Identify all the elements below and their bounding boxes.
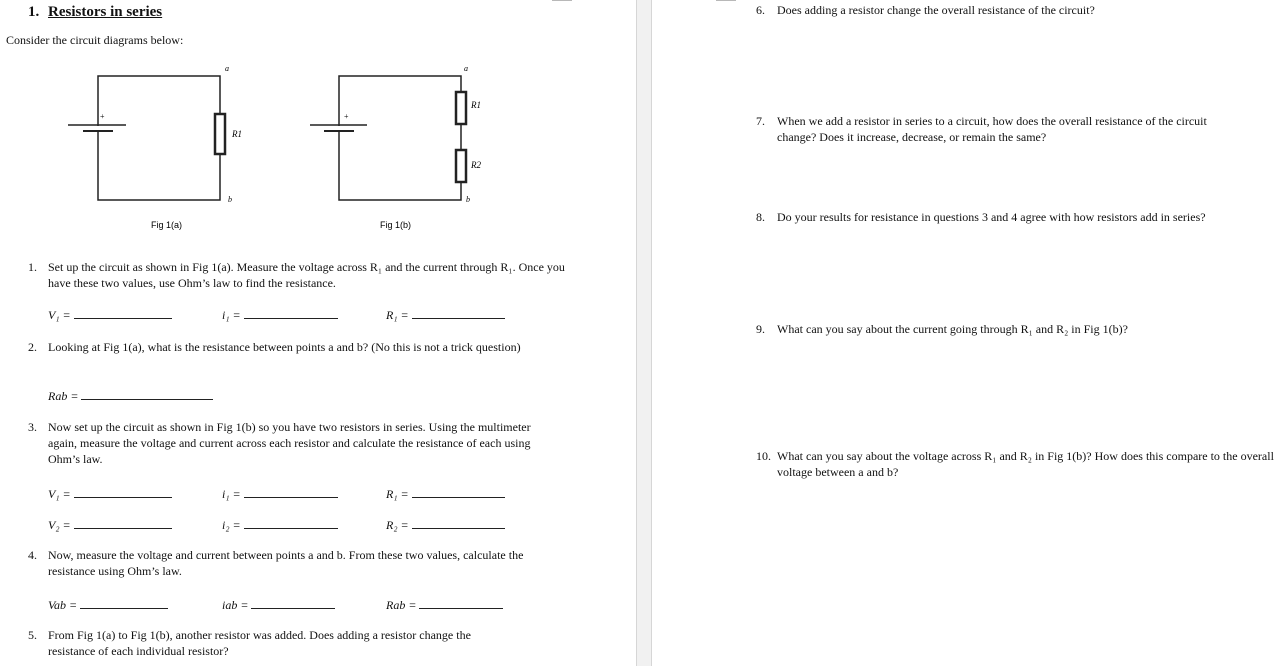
answer-q3-r1-blank[interactable] — [412, 485, 505, 498]
answer-q3-v2-label: V₂ = — [48, 518, 71, 532]
question-8-text: Do your results for resistance in questions 3 and 4 agree with how resistors add in series? — [777, 210, 1206, 224]
fig-1b-node-a: a — [464, 64, 468, 73]
answer-q3-r2-label: R₂ = — [386, 518, 409, 532]
answer-q3-v1-label: V₁ = — [48, 487, 71, 501]
answer-q4-iab-blank[interactable] — [251, 596, 335, 609]
answer-q3-i1 — [222, 485, 338, 502]
question-6-text: Does adding a resistor change the overall resistance of the circuit? — [777, 3, 1095, 17]
answer-q4-rab — [386, 596, 503, 613]
question-5-number: 5. — [28, 628, 37, 642]
fig-1a-resistor-label: R1 — [232, 129, 242, 139]
question-6-number: 6. — [756, 3, 765, 17]
fig-1a-plus-label: + — [100, 112, 105, 121]
answer-q1-r1-label: R₁ = — [386, 308, 409, 322]
question-9-number: 9. — [756, 322, 765, 336]
answer-q4-rab-blank[interactable] — [419, 596, 503, 609]
question-5-text: From Fig 1(a) to Fig 1(b), another resistor was added. Does adding a resistor change the resistance of each individual resistor? — [48, 628, 471, 658]
answer-q1-i1 — [222, 306, 338, 323]
fig-1a-node-a: a — [225, 64, 229, 73]
question-4-number: 4. — [28, 548, 37, 562]
question-2-number: 2. — [28, 340, 37, 354]
question-4-text: Now, measure the voltage and current between points a and b. From these two values, calculate the resistance using Ohm’s law. — [48, 548, 524, 578]
answer-q4-vab-blank[interactable] — [80, 596, 168, 609]
question-7-text: When we add a resistor in series to a circuit, how does the overall resistance of the circuit change? Does it increase, decrease, or remain the same? — [777, 114, 1207, 144]
answer-q4-vab — [48, 596, 168, 613]
question-3-text: Now set up the circuit as shown in Fig 1(b) so you have two resistors in series. Using the multimeter again, measure the voltage and current across each resistor and calculate the resistance of each using Ohm’s law. — [48, 420, 531, 466]
fig-1b-plus-label: + — [344, 112, 349, 121]
page-corner-mark — [552, 0, 572, 1]
answer-q1-v1 — [48, 306, 172, 323]
question-3-number: 3. — [28, 420, 37, 434]
section-intro: Consider the circuit diagrams below: — [6, 33, 184, 47]
answer-q3-i2-label: i₂ = — [222, 518, 241, 532]
section-title: 1. Resistors in series — [28, 4, 163, 20]
answer-q1-r1-blank[interactable] — [412, 306, 505, 319]
question-1-text: Set up the circuit as shown in Fig 1(a). Measure the voltage across R₁ and the current through R₁. Once you have these two values, use Ohm’s law to find the resistance. — [48, 260, 565, 290]
answer-q1-i1-label: i₁ = — [222, 308, 241, 322]
answer-q3-i1-blank[interactable] — [244, 485, 338, 498]
worksheet-page-right — [652, 0, 1279, 666]
fig-1b-node-b: b — [466, 195, 470, 204]
section-title-text: Resistors in series — [48, 4, 163, 20]
fig-1b-resistor-2-label: R2 — [471, 160, 481, 170]
answer-q2-rab-label: Rab = — [48, 389, 79, 403]
question-2-text: Looking at Fig 1(a), what is the resistance between points a and b? (No this is not a trick question) — [48, 340, 521, 354]
fig-1b-resistor-1-label: R1 — [471, 100, 481, 110]
page-corner-mark-right — [716, 0, 736, 1]
question-1-number: 1. — [28, 260, 37, 274]
answer-q3-v2-blank[interactable] — [74, 516, 172, 529]
answer-q2-rab-blank[interactable] — [81, 387, 213, 400]
answer-q3-v1-blank[interactable] — [74, 485, 172, 498]
fig-1a-node-b: b — [228, 195, 232, 204]
answer-q3-i1-label: i₁ = — [222, 487, 241, 501]
fig-1a-caption: Fig 1(a) — [151, 220, 183, 230]
answer-q2-rab — [48, 387, 213, 404]
answer-q1-v1-blank[interactable] — [74, 306, 172, 319]
answer-q3-r1-label: R₁ = — [386, 487, 409, 501]
answer-q1-r1 — [386, 306, 505, 323]
page-gutter — [636, 0, 652, 666]
circuit-diagram-fig-1b — [304, 62, 504, 242]
answer-q1-v1-label: V₁ = — [48, 308, 71, 322]
answer-q4-vab-label: Vab = — [48, 598, 78, 612]
circuit-diagram-fig-1a — [62, 62, 262, 242]
question-8-number: 8. — [756, 210, 765, 224]
answer-q3-i2-blank[interactable] — [244, 516, 338, 529]
answer-q3-v1 — [48, 485, 172, 502]
answer-q4-rab-label: Rab = — [386, 598, 417, 612]
answer-q3-i2 — [222, 516, 338, 533]
question-10-text: What can you say about the voltage across R₁ and R₂ in Fig 1(b)? How does this compare to the overall voltage between a and b? — [777, 449, 1274, 479]
worksheet-page-left — [0, 0, 636, 666]
question-9-text: What can you say about the current going through R₁ and R₂ in Fig 1(b)? — [777, 322, 1128, 336]
answer-q3-r2 — [386, 516, 505, 533]
answer-q3-r1 — [386, 485, 505, 502]
answer-q3-v2 — [48, 516, 172, 533]
answer-q4-iab — [222, 596, 335, 613]
fig-1b-caption: Fig 1(b) — [380, 220, 412, 230]
answer-q4-iab-label: iab = — [222, 598, 249, 612]
answer-q3-r2-blank[interactable] — [412, 516, 505, 529]
question-10-number: 10. — [756, 449, 771, 463]
answer-q1-i1-blank[interactable] — [244, 306, 338, 319]
question-7-number: 7. — [756, 114, 765, 128]
